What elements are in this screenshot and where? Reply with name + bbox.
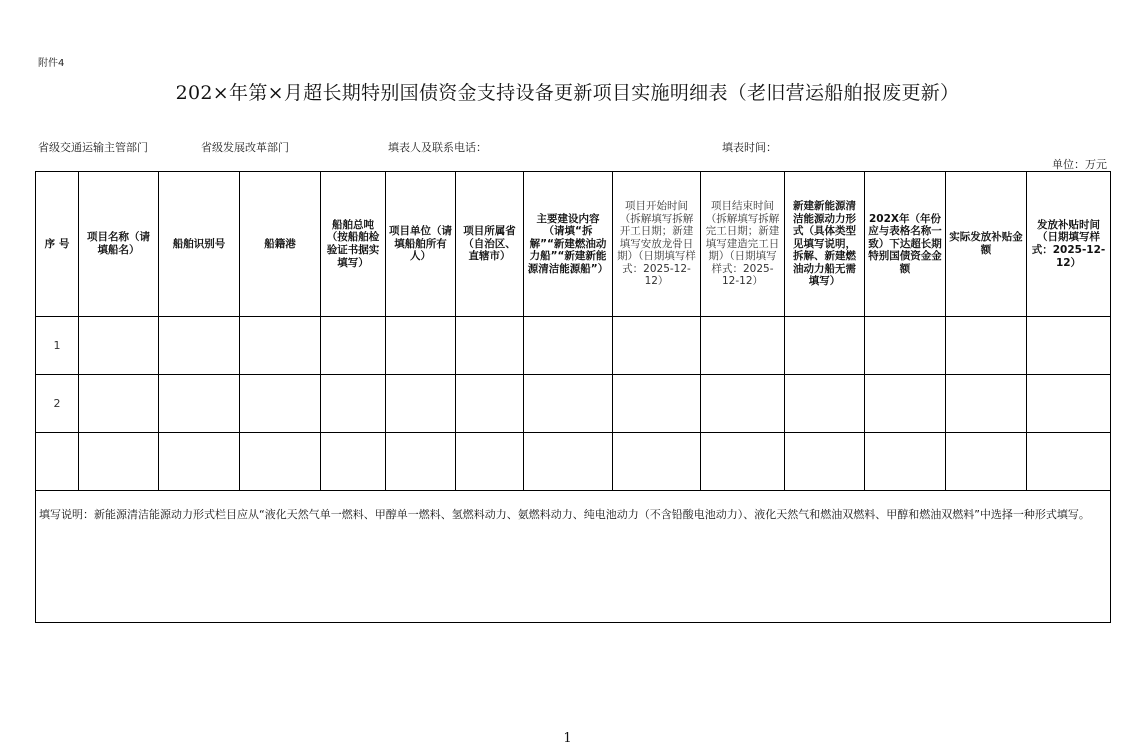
attachment-label: 附件4 xyxy=(38,58,65,69)
table-cell xyxy=(240,317,321,375)
row-number: 2 xyxy=(36,375,79,433)
table-cell xyxy=(865,317,946,375)
table-cell xyxy=(865,433,946,491)
table-cell xyxy=(456,433,524,491)
table-cell xyxy=(386,375,456,433)
header-seq: 序 号 xyxy=(36,172,79,317)
header-subsidy-time: 发放补贴时间（日期填写样式：2025-12-12） xyxy=(1027,172,1111,317)
table-cell xyxy=(386,317,456,375)
table-cell xyxy=(1027,375,1111,433)
table-cell xyxy=(524,317,613,375)
table-cell xyxy=(613,375,701,433)
table-row xyxy=(36,317,1111,375)
header-port-of-registry: 船籍港 xyxy=(240,172,321,317)
header-start-time: 项目开始时间（拆解填写拆解开工日期；新建填写安放龙骨日期）（日期填写样式：2025-12-12） xyxy=(613,172,701,317)
table-row xyxy=(36,433,1111,491)
table-cell xyxy=(785,375,865,433)
table-cell xyxy=(240,433,321,491)
filler-contact-label: 填表人及联系电话： xyxy=(388,141,487,154)
table-cell xyxy=(946,317,1027,375)
table-cell xyxy=(1027,433,1111,491)
table-cell xyxy=(946,433,1027,491)
header-gross-tonnage: 船舶总吨（按船舶检验证书据实填写） xyxy=(321,172,386,317)
table-cell xyxy=(613,433,701,491)
table-cell xyxy=(79,317,159,375)
table-cell xyxy=(321,375,386,433)
fill-instructions: 填写说明：新能源清洁能源动力形式栏目应从“液化天然气单一燃料、甲醇单一燃料、氢燃料动力、氨燃料动力、纯电池动力（不含铅酸电池动力）、液化天然气和燃油双燃料、甲醇和燃油双燃料”中选择一种形式填写。 xyxy=(36,491,1111,623)
reform-dept-label: 省级发展改革部门 xyxy=(201,141,289,154)
transport-dept-label: 省级交通运输主管部门 xyxy=(38,141,148,154)
table-cell xyxy=(524,433,613,491)
page-number: 1 xyxy=(563,731,572,746)
table-cell xyxy=(159,375,240,433)
document-title: 202×年第×月超长期特别国债资金支持设备更新项目实施明细表（老旧营运船舶报废更新） xyxy=(175,82,960,104)
table-cell xyxy=(524,375,613,433)
table-cell xyxy=(946,375,1027,433)
table-cell xyxy=(240,375,321,433)
header-bond-amount: 202X年（年份应与表格名称一致）下达超长期特别国债资金金额 xyxy=(865,172,946,317)
table-cell xyxy=(701,375,785,433)
table-cell xyxy=(785,317,865,375)
header-energy-form: 新建新能源清洁能源动力形式（具体类型见填写说明，拆解、新建燃油动力船无需填写） xyxy=(785,172,865,317)
header-ship-id: 船舶识别号 xyxy=(159,172,240,317)
table-cell xyxy=(159,433,240,491)
table-cell xyxy=(79,433,159,491)
table-cell xyxy=(159,317,240,375)
row-number: 1 xyxy=(36,317,79,375)
row-number xyxy=(36,433,79,491)
table-cell xyxy=(701,433,785,491)
header-row xyxy=(36,172,1111,317)
table-cell xyxy=(79,375,159,433)
header-project-unit: 项目单位（请填船舶所有人） xyxy=(386,172,456,317)
table-cell xyxy=(386,433,456,491)
table-cell xyxy=(456,317,524,375)
table-cell xyxy=(456,375,524,433)
header-project-name: 项目名称（请填船名） xyxy=(79,172,159,317)
header-actual-subsidy: 实际发放补贴金额 xyxy=(946,172,1027,317)
table-cell xyxy=(321,433,386,491)
header-province: 项目所属省（自治区、直辖市） xyxy=(456,172,524,317)
header-main-content: 主要建设内容（请填“拆解”“新建燃油动力船”“新建新能源清洁能源船”） xyxy=(524,172,613,317)
table-cell xyxy=(865,375,946,433)
table-row xyxy=(36,375,1111,433)
table-cell xyxy=(701,317,785,375)
unit-label: 单位：万元 xyxy=(1052,158,1107,171)
fill-instructions-row xyxy=(36,491,1111,623)
table-cell xyxy=(1027,317,1111,375)
detail-table xyxy=(35,171,1111,623)
table-cell xyxy=(321,317,386,375)
table-cell xyxy=(613,317,701,375)
fill-time-label: 填表时间： xyxy=(722,141,777,154)
table-cell xyxy=(785,433,865,491)
header-end-time: 项目结束时间（拆解填写拆解完工日期；新建填写建造完工日期）（日期填写样式：2025-12-12） xyxy=(701,172,785,317)
